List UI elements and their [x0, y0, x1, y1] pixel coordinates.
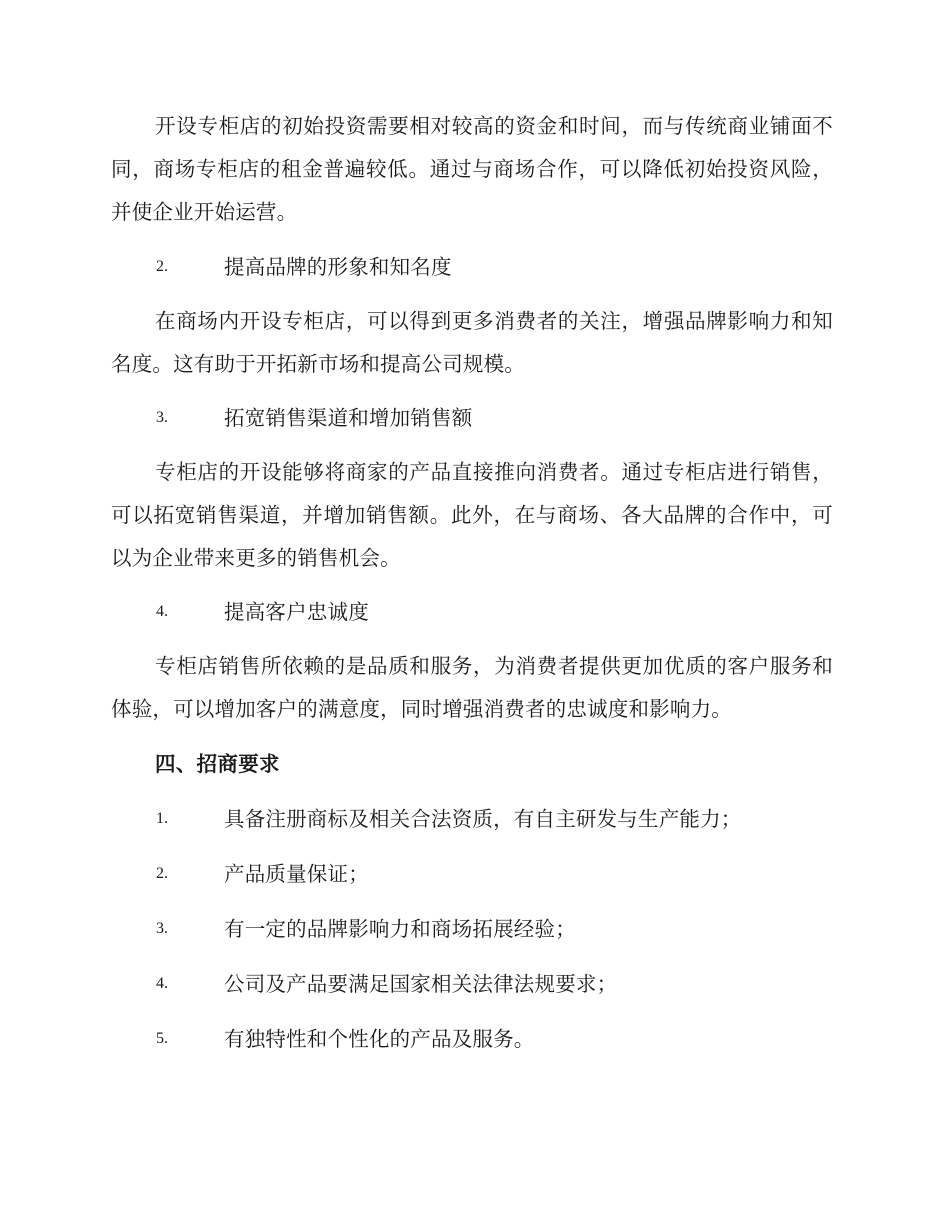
list-item-brand-image — [111, 252, 833, 282]
list-text: 具备注册商标及相关合法资质，有自主研发与生产能力； — [224, 807, 742, 831]
list-text: 有一定的品牌影响力和商场拓展经验； — [224, 917, 576, 941]
requirement-item — [111, 969, 833, 999]
requirement-item — [111, 914, 833, 944]
list-text: 有独特性和个性化的产品及服务。 — [224, 1027, 535, 1051]
list-number: 3. — [156, 920, 168, 937]
list-number: 2. — [156, 865, 168, 882]
list-text: 拓宽销售渠道和增加销售额 — [224, 406, 473, 430]
list-text: 提高客户忠诚度 — [224, 600, 369, 624]
list-number: 2. — [156, 258, 168, 275]
paragraph-customer-loyalty: 专柜店销售所依赖的是品质和服务，为消费者提供更加优质的客户服务和体验，可以增加客户的满意度，同时增强消费者的忠诚度和影响力。 — [111, 654, 833, 721]
list-text: 提高品牌的形象和知名度 — [224, 255, 452, 279]
list-number: 5. — [156, 1030, 168, 1047]
requirement-item — [111, 859, 833, 889]
requirement-item — [111, 1024, 833, 1054]
section-heading: 四、招商要求 — [155, 752, 280, 776]
list-number: 1. — [156, 810, 168, 827]
list-text: 产品质量保证； — [224, 862, 369, 886]
paragraph-initial-investment: 开设专柜店的初始投资需要相对较高的资金和时间，而与传统商业铺面不同，商场专柜店的租金普遍较低。通过与商场合作，可以降低初始投资风险，并使企业开始运营。 — [111, 114, 833, 224]
paragraph-brand-image: 在商场内开设专柜店，可以得到更多消费者的关注，增强品牌影响力和知名度。这有助于开拓新市场和提高公司规模。 — [111, 309, 833, 376]
list-number: 4. — [156, 603, 168, 620]
list-number: 4. — [156, 975, 168, 992]
list-item-customer-loyalty — [111, 597, 833, 627]
list-text: 公司及产品要满足国家相关法律法规要求； — [224, 972, 618, 996]
list-number: 3. — [156, 409, 168, 426]
paragraph-sales-channels: 专柜店的开设能够将商家的产品直接推向消费者。通过专柜店进行销售，可以拓宽销售渠道，并增加销售额。此外，在与商场、各大品牌的合作中，可以为企业带来更多的销售机会。 — [111, 460, 833, 570]
requirement-item — [111, 804, 833, 834]
list-item-sales-channels — [111, 403, 833, 433]
